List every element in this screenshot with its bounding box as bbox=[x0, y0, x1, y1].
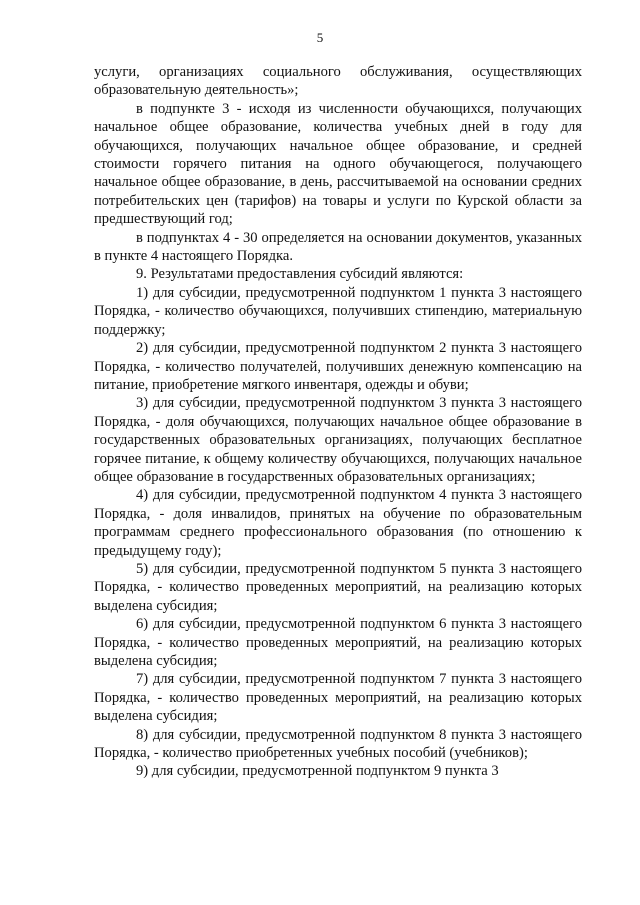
document-body bbox=[94, 63, 582, 781]
list-item-result-9: 9) для субсидии, предусмотренной подпунктом 9 пункта 3 bbox=[136, 763, 499, 780]
list-item-result-5: 5) для субсидии, предусмотренной подпунктом 5 пункта 3 настоящего Порядка, - количество проведенных мероприятий, на реализацию которых выделена субсидия; bbox=[94, 560, 582, 614]
list-item-result-7: 7) для субсидии, предусмотренной подпунктом 7 пункта 3 настоящего Порядка, - количество проведенных мероприятий, на реализацию которых выделена субсидия; bbox=[94, 671, 582, 725]
paragraph-subpoint-3: в подпункте 3 - исходя из численности обучающихся, получающих начальное общее образование, количества учебных дней в году для обучающихся, получающих начальное общее образование, и средней стоимости горячего питания на одного обучающегося, получающего начальное общее образование, в день, рассчитываемой на основании средних потребительских цен (тарифов) на товары и услуги по Курской области за предшествующий год; bbox=[94, 100, 582, 228]
list-item-result-8: 8) для субсидии, предусмотренной подпунктом 8 пункта 3 настоящего Порядка, - количество приобретенных учебных пособий (учебников); bbox=[94, 726, 582, 762]
list-item-result-2: 2) для субсидии, предусмотренной подпунктом 2 пункта 3 настоящего Порядка, - количество получателей, получивших денежную компенсацию на питание, приобретение мягкого инвентаря, одежды и обуви; bbox=[94, 340, 582, 393]
paragraph-item-9-heading: 9. Результатами предоставления субсидий являются: bbox=[136, 266, 464, 283]
paragraph-subpoints-4-30: в подпунктах 4 - 30 определяется на основании документов, указанных в пункте 4 настоящего Порядка. bbox=[94, 229, 582, 265]
list-item-result-4: 4) для субсидии, предусмотренной подпунктом 4 пункта 3 настоящего Порядка, - доля инвалидов, принятых на обучение по образовательным программам среднего профессионального образования (по отношению к предыдущему году); bbox=[94, 487, 582, 559]
list-item-result-1: 1) для субсидии, предусмотренной подпунктом 1 пункта 3 настоящего Порядка, - количество обучающихся, получивших стипендию, материальную поддержку; bbox=[94, 284, 582, 338]
list-item-result-6: 6) для субсидии, предусмотренной подпунктом 6 пункта 3 настоящего Порядка, - количество проведенных мероприятий, на реализацию которых выделена субсидия; bbox=[94, 616, 582, 669]
page-number: 5 bbox=[316, 30, 324, 45]
list-item-result-3: 3) для субсидии, предусмотренной подпунктом 3 пункта 3 настоящего Порядка, - доля обучающихся, получающих начальное общее образование в государственных образовательных организациях, получающих бесплатное горячее питание, к общему количеству обучающихся, получающих начальное общее образование в государственных образовательных организациях; bbox=[94, 395, 582, 485]
paragraph-continuation: услуги, организациях социального обслуживания, осуществляющих образовательную деятельность»; bbox=[94, 64, 582, 99]
